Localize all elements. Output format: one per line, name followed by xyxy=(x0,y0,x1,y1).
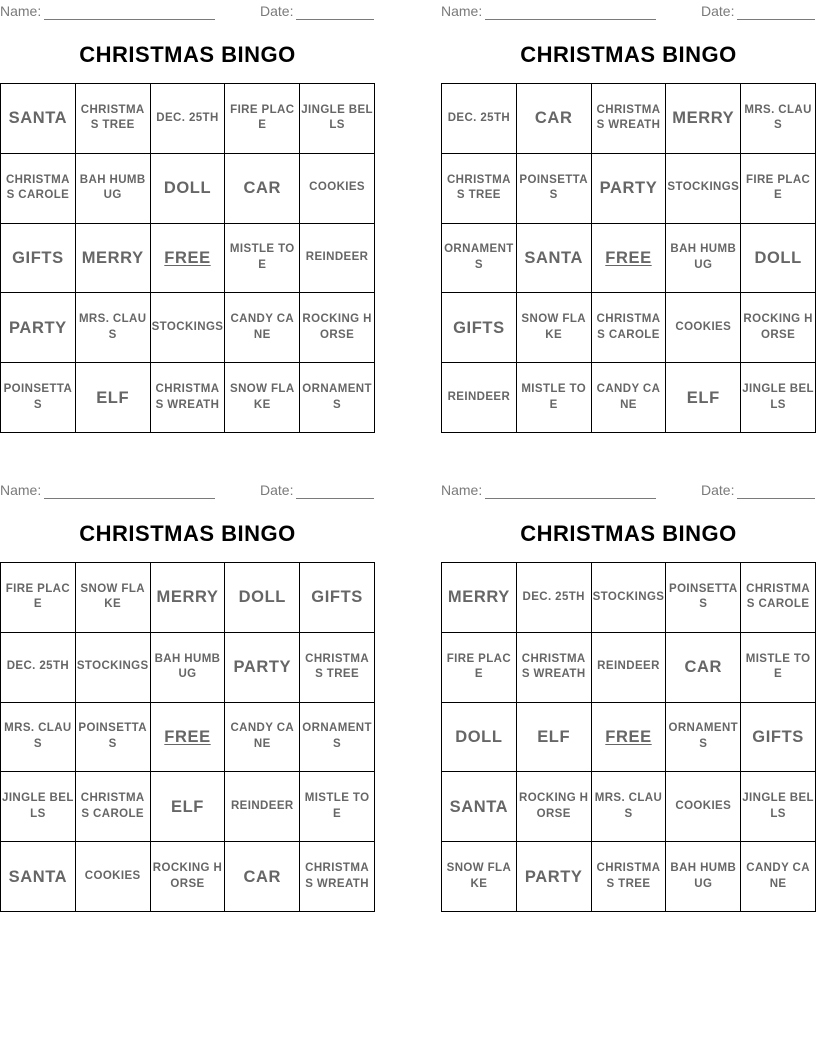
bingo-cell[interactable] xyxy=(666,154,741,224)
bingo-cell[interactable] xyxy=(300,842,375,912)
bingo-cell[interactable] xyxy=(666,224,741,294)
bingo-cell[interactable] xyxy=(151,563,226,633)
bingo-cell-label: DEC. 25TH xyxy=(6,660,70,673)
bingo-cell-label: ELF xyxy=(171,797,204,816)
bingo-cell-label: DEC. 25TH xyxy=(156,111,219,124)
bingo-cell-label: CHRISTMAS CAROLE xyxy=(5,173,70,202)
date-blank-line[interactable] xyxy=(296,485,374,499)
bingo-cell[interactable] xyxy=(741,84,816,154)
name-blank-line[interactable] xyxy=(44,485,215,499)
bingo-cell-label: MRS. CLAUS xyxy=(4,722,72,750)
bingo-cell-label: DEC. 25TH xyxy=(447,111,511,124)
bingo-cell[interactable] xyxy=(666,703,741,773)
bingo-cell-label: SNOW FLAKE xyxy=(521,313,586,341)
bingo-cell-label: REINDEER xyxy=(230,800,294,813)
bingo-cell-label: CANDY CANE xyxy=(230,313,295,341)
bingo-cell[interactable] xyxy=(666,633,741,703)
bingo-cell-label: ORNAMENTS xyxy=(668,722,739,750)
bingo-cell[interactable] xyxy=(592,84,667,154)
bingo-cell-label: GIFTS xyxy=(752,727,804,746)
bingo-cell-label: GIFTS xyxy=(453,318,505,337)
bingo-cell[interactable] xyxy=(300,293,375,363)
bingo-cell[interactable] xyxy=(517,154,592,224)
name-label: Name: xyxy=(0,3,42,19)
bingo-cell-label: COOKIES xyxy=(675,321,732,334)
date-blank-line[interactable] xyxy=(737,485,815,499)
bingo-cell-label: CHRISTMAS WREATH xyxy=(521,652,586,681)
bingo-cell[interactable] xyxy=(151,293,226,363)
bingo-cell[interactable] xyxy=(1,772,76,842)
free-space-cell[interactable] xyxy=(151,224,226,294)
bingo-cell-label: JINGLE BELLS xyxy=(301,103,373,132)
bingo-cell-label: PARTY xyxy=(233,658,292,677)
bingo-cell-label: ROCKING HORSE xyxy=(152,862,223,890)
bingo-cell-label: PARTY xyxy=(9,318,67,337)
bingo-cell[interactable] xyxy=(1,363,76,433)
bingo-cell[interactable] xyxy=(592,154,667,224)
bingo-cell-label: ELF xyxy=(96,388,130,407)
bingo-cell-label: POINSETTAS xyxy=(3,383,73,411)
free-space-cell[interactable] xyxy=(592,224,667,294)
bingo-grid xyxy=(0,83,375,433)
name-field[interactable] xyxy=(0,481,215,499)
card-title: CHRISTMAS BINGO xyxy=(79,521,296,546)
bingo-cell[interactable] xyxy=(300,633,375,703)
bingo-cell-label: DOLL xyxy=(238,588,286,607)
name-field[interactable] xyxy=(441,2,656,20)
bingo-cell[interactable] xyxy=(741,363,816,433)
bingo-cell-label: JINGLE BELLS xyxy=(742,792,814,820)
bingo-cell-label: MISTLE TOE xyxy=(745,652,811,681)
bingo-cell[interactable] xyxy=(76,363,151,433)
bingo-cell[interactable] xyxy=(300,563,375,633)
bingo-cell-label: REINDEER xyxy=(305,251,369,264)
bingo-cell-label: COOKIES xyxy=(84,869,141,882)
bingo-cell[interactable] xyxy=(151,772,226,842)
bingo-cell-label: CAR xyxy=(534,109,573,128)
bingo-cell[interactable] xyxy=(666,563,741,633)
bingo-cell[interactable] xyxy=(741,842,816,912)
bingo-cell-label: ELF xyxy=(686,388,720,407)
bingo-cell-label: SANTA xyxy=(8,109,68,128)
bingo-cell-label: FREE xyxy=(605,248,652,267)
bingo-cell-label: CANDY CANE xyxy=(746,862,810,890)
bingo-cell-label: GIFTS xyxy=(311,588,363,607)
name-blank-line[interactable] xyxy=(485,485,656,499)
bingo-cell[interactable] xyxy=(76,224,151,294)
bingo-cell[interactable] xyxy=(1,84,76,154)
bingo-cell[interactable] xyxy=(517,363,592,433)
bingo-cell[interactable] xyxy=(666,293,741,363)
bingo-cell-label: ROCKING HORSE xyxy=(518,792,589,820)
bingo-grid xyxy=(0,562,375,912)
bingo-cell-label: CHRISTMAS TREE xyxy=(446,173,511,202)
bingo-cell-label: CAR xyxy=(684,658,723,677)
bingo-cell-label: CHRISTMAS WREATH xyxy=(305,862,370,890)
bingo-grid xyxy=(441,83,816,433)
bingo-cell-label: STOCKINGS xyxy=(151,321,224,334)
bingo-cell[interactable] xyxy=(741,703,816,773)
bingo-cell[interactable] xyxy=(666,84,741,154)
bingo-cell-label: COOKIES xyxy=(675,800,732,813)
bingo-cell[interactable] xyxy=(76,84,151,154)
bingo-cell[interactable] xyxy=(225,84,300,154)
bingo-cell[interactable] xyxy=(225,293,300,363)
bingo-cell[interactable] xyxy=(76,293,151,363)
bingo-cell[interactable] xyxy=(442,633,517,703)
bingo-cell-label: MERRY xyxy=(447,588,510,607)
bingo-cell-label: STOCKINGS xyxy=(592,590,665,603)
bingo-cell-label: CHRISTMAS WREATH xyxy=(596,103,661,132)
name-label: Name: xyxy=(441,482,483,498)
bingo-cell[interactable] xyxy=(300,363,375,433)
bingo-card xyxy=(441,0,816,434)
bingo-cell[interactable] xyxy=(1,633,76,703)
bingo-cell-label: CANDY CANE xyxy=(230,722,295,750)
bingo-cell-label: MISTLE TOE xyxy=(229,243,295,271)
bingo-cell[interactable] xyxy=(442,224,517,294)
bingo-cell[interactable] xyxy=(741,633,816,703)
bingo-cell[interactable] xyxy=(442,842,517,912)
bingo-cell-label: MRS. CLAUS xyxy=(594,792,663,820)
bingo-cell-label: FIRE PLACE xyxy=(745,173,811,202)
bingo-cell-label: COOKIES xyxy=(309,181,366,194)
bingo-cell[interactable] xyxy=(666,842,741,912)
bingo-cell-label: GIFTS xyxy=(12,248,64,267)
bingo-cell[interactable] xyxy=(225,563,300,633)
bingo-cell-label: CHRISTMAS CAROLE xyxy=(596,313,661,341)
bingo-cell-label: ORNAMENTS xyxy=(302,383,372,411)
date-label: Date: xyxy=(260,3,294,19)
date-field[interactable] xyxy=(701,2,815,20)
bingo-cell-label: BAH HUMBUG xyxy=(79,173,146,202)
bingo-cell[interactable] xyxy=(442,293,517,363)
bingo-cell[interactable] xyxy=(76,633,151,703)
bingo-cell-label: CHRISTMAS CAROLE xyxy=(80,792,145,820)
bingo-cell[interactable] xyxy=(1,703,76,773)
bingo-cell-label: ORNAMENTS xyxy=(444,243,514,271)
bingo-cell-label: CHRISTMAS CAROLE xyxy=(746,582,811,611)
bingo-cell[interactable] xyxy=(592,293,667,363)
bingo-cell[interactable] xyxy=(76,154,151,224)
bingo-cell-label: FREE xyxy=(605,727,652,746)
bingo-cell[interactable] xyxy=(151,842,226,912)
bingo-cell-label: CAR xyxy=(243,867,282,886)
bingo-cell[interactable] xyxy=(76,703,151,773)
bingo-grid xyxy=(441,562,816,912)
bingo-cell[interactable] xyxy=(300,703,375,773)
bingo-cell-label: SNOW FLAKE xyxy=(446,862,512,890)
bingo-cell-label: POINSETTAS xyxy=(78,722,147,750)
bingo-cell-label: STOCKINGS xyxy=(76,660,149,673)
bingo-cell-label: ROCKING HORSE xyxy=(743,313,813,341)
bingo-cell[interactable] xyxy=(592,363,667,433)
bingo-cell[interactable] xyxy=(225,363,300,433)
bingo-cell-label: DOLL xyxy=(754,248,802,267)
name-blank-line[interactable] xyxy=(485,6,656,20)
bingo-cell[interactable] xyxy=(517,772,592,842)
free-space-cell[interactable] xyxy=(592,703,667,773)
bingo-cell[interactable] xyxy=(225,224,300,294)
bingo-cell[interactable] xyxy=(76,842,151,912)
bingo-cell[interactable] xyxy=(300,84,375,154)
bingo-cell[interactable] xyxy=(442,154,517,224)
bingo-cell-label: DEC. 25TH xyxy=(522,590,585,603)
bingo-cell-label: STOCKINGS xyxy=(667,181,740,194)
bingo-cell-label: JINGLE BELLS xyxy=(2,792,74,820)
card-title: CHRISTMAS BINGO xyxy=(520,521,737,546)
bingo-cell[interactable] xyxy=(741,772,816,842)
bingo-cell-label: FREE xyxy=(164,248,211,267)
bingo-cell-label: CHRISTMAS TREE xyxy=(305,652,370,681)
bingo-cell[interactable] xyxy=(225,633,300,703)
bingo-cell[interactable] xyxy=(592,842,667,912)
bingo-cell[interactable] xyxy=(225,772,300,842)
bingo-cell-label: BAH HUMBUG xyxy=(670,862,737,890)
bingo-cell[interactable] xyxy=(1,563,76,633)
bingo-cell-label: FIRE PLACE xyxy=(5,582,71,611)
bingo-cell[interactable] xyxy=(225,842,300,912)
bingo-cell[interactable] xyxy=(442,363,517,433)
bingo-cell[interactable] xyxy=(442,772,517,842)
bingo-cell-label: MERRY xyxy=(156,588,219,607)
bingo-cell[interactable] xyxy=(666,772,741,842)
bingo-cell[interactable] xyxy=(666,363,741,433)
name-label: Name: xyxy=(0,482,42,498)
date-field[interactable] xyxy=(260,2,374,20)
bingo-cell-label: BAH HUMBUG xyxy=(154,652,221,681)
bingo-cell-label: SANTA xyxy=(8,867,68,886)
bingo-cell[interactable] xyxy=(442,703,517,773)
bingo-cell[interactable] xyxy=(225,154,300,224)
bingo-cell[interactable] xyxy=(741,293,816,363)
bingo-cell[interactable] xyxy=(592,563,667,633)
bingo-cell[interactable] xyxy=(741,563,816,633)
bingo-cell[interactable] xyxy=(151,363,226,433)
date-label: Date: xyxy=(260,482,294,498)
date-blank-line[interactable] xyxy=(737,6,815,20)
bingo-cell-label: MERRY xyxy=(672,109,735,128)
bingo-cell[interactable] xyxy=(1,842,76,912)
bingo-cell-label: ORNAMENTS xyxy=(302,722,372,750)
bingo-cell-label: SNOW FLAKE xyxy=(80,582,145,611)
bingo-cell-label: REINDEER xyxy=(597,660,660,673)
bingo-cell[interactable] xyxy=(592,633,667,703)
bingo-card xyxy=(0,0,375,434)
bingo-cell-label: MERRY xyxy=(81,248,144,267)
bingo-cell[interactable] xyxy=(517,842,592,912)
bingo-cell-label: POINSETTAS xyxy=(669,582,738,611)
name-blank-line[interactable] xyxy=(44,6,215,20)
bingo-cell[interactable] xyxy=(517,224,592,294)
bingo-cell[interactable] xyxy=(151,84,226,154)
bingo-cell[interactable] xyxy=(741,154,816,224)
bingo-cell-label: POINSETTAS xyxy=(519,173,588,202)
bingo-cell[interactable] xyxy=(517,84,592,154)
name-field[interactable] xyxy=(441,481,656,499)
bingo-cell[interactable] xyxy=(300,154,375,224)
bingo-cell-label: FIRE PLACE xyxy=(446,652,512,681)
bingo-cell-label: CHRISTMAS WREATH xyxy=(155,383,220,411)
free-space-cell[interactable] xyxy=(151,703,226,773)
bingo-cell-label: BAH HUMBUG xyxy=(670,243,737,271)
bingo-cell[interactable] xyxy=(592,772,667,842)
bingo-cell-label: FIRE PLACE xyxy=(230,103,295,132)
bingo-cell[interactable] xyxy=(300,224,375,294)
bingo-cell[interactable] xyxy=(300,772,375,842)
bingo-cell-label: SANTA xyxy=(524,248,583,267)
bingo-cell-label: CANDY CANE xyxy=(596,383,661,411)
bingo-cell-label: PARTY xyxy=(524,867,583,886)
bingo-cell[interactable] xyxy=(76,563,151,633)
bingo-cell[interactable] xyxy=(225,703,300,773)
bingo-cell-label: ELF xyxy=(537,727,571,746)
card-title: CHRISTMAS BINGO xyxy=(520,42,737,67)
bingo-cell[interactable] xyxy=(517,703,592,773)
bingo-cell-label: MRS. CLAUS xyxy=(744,103,812,132)
bingo-cell[interactable] xyxy=(442,84,517,154)
bingo-cell[interactable] xyxy=(517,633,592,703)
bingo-cell-label: FREE xyxy=(164,727,211,746)
date-field[interactable] xyxy=(701,481,815,499)
bingo-cell[interactable] xyxy=(151,154,226,224)
bingo-cell-label: SANTA xyxy=(449,797,509,816)
bingo-cell[interactable] xyxy=(442,563,517,633)
bingo-cell-label: PARTY xyxy=(599,179,658,198)
date-field[interactable] xyxy=(260,481,374,499)
bingo-cell-label: CAR xyxy=(243,179,282,198)
bingo-cell-label: MISTLE TOE xyxy=(521,383,587,411)
bingo-card xyxy=(0,479,375,913)
bingo-card xyxy=(441,479,816,913)
name-label: Name: xyxy=(441,3,483,19)
bingo-cell[interactable] xyxy=(76,772,151,842)
bingo-cell[interactable] xyxy=(517,293,592,363)
bingo-cell-label: SNOW FLAKE xyxy=(230,383,295,411)
card-title: CHRISTMAS BINGO xyxy=(79,42,296,67)
name-field[interactable] xyxy=(0,2,215,20)
date-label: Date: xyxy=(701,3,735,19)
bingo-cell[interactable] xyxy=(1,154,76,224)
bingo-cell-label: JINGLE BELLS xyxy=(742,383,814,411)
bingo-cell-label: ROCKING HORSE xyxy=(302,313,372,341)
bingo-cell-label: DOLL xyxy=(455,727,503,746)
bingo-cell[interactable] xyxy=(517,563,592,633)
bingo-cell[interactable] xyxy=(1,224,76,294)
bingo-cell[interactable] xyxy=(741,224,816,294)
bingo-cell-label: CHRISTMAS TREE xyxy=(596,862,661,890)
date-blank-line[interactable] xyxy=(296,6,374,20)
bingo-cell[interactable] xyxy=(1,293,76,363)
bingo-cell-label: REINDEER xyxy=(447,390,511,403)
bingo-cell-label: DOLL xyxy=(163,179,212,198)
bingo-cell[interactable] xyxy=(151,633,226,703)
bingo-cell-label: CHRISTMAS TREE xyxy=(80,103,145,132)
date-label: Date: xyxy=(701,482,735,498)
bingo-cell-label: MISTLE TOE xyxy=(304,792,370,820)
bingo-cell-label: MRS. CLAUS xyxy=(78,313,147,341)
